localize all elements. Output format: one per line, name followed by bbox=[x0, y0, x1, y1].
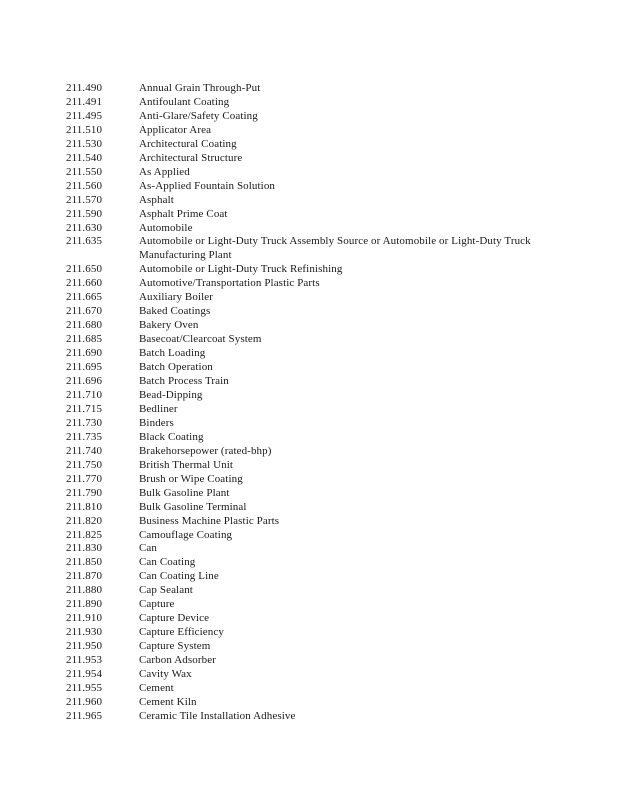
section-number: 211.650 bbox=[66, 263, 103, 276]
list-item bbox=[66, 417, 546, 431]
term-title: Cap Sealant bbox=[139, 584, 193, 597]
list-item bbox=[66, 501, 546, 515]
term-title: Brakehorsepower (rated-bhp) bbox=[139, 444, 272, 457]
term-title: Camouflage Coating bbox=[139, 528, 233, 541]
term-title: Binders bbox=[139, 416, 174, 429]
list-item bbox=[66, 668, 546, 682]
list-item bbox=[66, 222, 546, 236]
term-title: Automobile bbox=[139, 221, 193, 234]
section-number: 211.850 bbox=[66, 556, 103, 569]
list-item bbox=[66, 542, 546, 556]
section-number: 211.635 bbox=[66, 235, 103, 248]
term-title: Auxiliary Boiler bbox=[139, 291, 214, 304]
term-title: Basecoat/Clearcoat System bbox=[139, 333, 262, 346]
section-number: 211.670 bbox=[66, 305, 103, 318]
list-item bbox=[66, 194, 546, 208]
section-number: 211.960 bbox=[66, 695, 103, 708]
term-title: Automotive/Transportation Plastic Parts bbox=[139, 277, 320, 290]
list-item bbox=[66, 682, 546, 696]
term-title: British Thermal Unit bbox=[139, 458, 234, 471]
term-title: Bead-Dipping bbox=[139, 388, 203, 401]
section-number: 211.530 bbox=[66, 137, 103, 150]
list-item bbox=[66, 445, 546, 459]
section-number: 211.740 bbox=[66, 444, 103, 457]
list-item bbox=[66, 208, 546, 222]
term-title: Antifoulant Coating bbox=[139, 95, 230, 108]
section-number: 211.570 bbox=[66, 193, 103, 206]
section-number: 211.790 bbox=[66, 486, 103, 499]
term-title: Cavity Wax bbox=[139, 668, 192, 681]
term-title: Bulk Gasoline Terminal bbox=[139, 500, 247, 513]
section-number: 211.830 bbox=[66, 542, 103, 555]
section-number: 211.825 bbox=[66, 528, 103, 541]
section-number: 211.890 bbox=[66, 598, 103, 611]
term-title: Batch Loading bbox=[139, 347, 206, 360]
definitions-list bbox=[66, 82, 546, 724]
term-title: Black Coating bbox=[139, 430, 204, 443]
term-title: Bakery Oven bbox=[139, 319, 199, 332]
list-item bbox=[66, 459, 546, 473]
list-item bbox=[66, 570, 546, 584]
section-number: 211.490 bbox=[66, 82, 103, 94]
list-item bbox=[66, 263, 546, 277]
section-number: 211.590 bbox=[66, 207, 103, 220]
list-item bbox=[66, 626, 546, 640]
list-item bbox=[66, 291, 546, 305]
list-item bbox=[66, 180, 546, 194]
term-title: Can Coating Line bbox=[139, 570, 219, 583]
section-number: 211.510 bbox=[66, 123, 103, 136]
term-title: Applicator Area bbox=[139, 123, 212, 136]
term-title: Cement bbox=[139, 681, 174, 694]
list-item bbox=[66, 515, 546, 529]
list-item bbox=[66, 640, 546, 654]
list-item bbox=[66, 584, 546, 598]
term-title: Batch Process Train bbox=[139, 375, 229, 388]
section-number: 211.660 bbox=[66, 277, 103, 290]
section-number: 211.955 bbox=[66, 681, 103, 694]
section-number: 211.680 bbox=[66, 319, 103, 332]
list-item bbox=[66, 124, 546, 138]
term-title: Batch Operation bbox=[139, 361, 213, 374]
section-number: 211.491 bbox=[66, 95, 103, 108]
list-item bbox=[66, 696, 546, 710]
list-item bbox=[66, 710, 546, 724]
section-number: 211.770 bbox=[66, 472, 103, 485]
section-number: 211.730 bbox=[66, 416, 103, 429]
section-number: 211.695 bbox=[66, 361, 103, 374]
list-item bbox=[66, 347, 546, 361]
section-number: 211.665 bbox=[66, 291, 103, 304]
section-number: 211.560 bbox=[66, 179, 103, 192]
term-title: Capture System bbox=[139, 640, 211, 653]
term-title: Capture bbox=[139, 598, 175, 611]
section-number: 211.696 bbox=[66, 375, 103, 388]
list-item bbox=[66, 96, 546, 110]
section-number: 211.495 bbox=[66, 109, 103, 122]
list-item bbox=[66, 598, 546, 612]
section-number: 211.685 bbox=[66, 333, 103, 346]
list-item bbox=[66, 654, 546, 668]
term-title: Asphalt bbox=[139, 193, 174, 206]
term-title: Annual Grain Through-Put bbox=[139, 82, 261, 94]
list-item bbox=[66, 403, 546, 417]
list-item bbox=[66, 375, 546, 389]
term-title: Architectural Structure bbox=[139, 151, 243, 164]
list-item bbox=[66, 166, 546, 180]
term-title: As Applied bbox=[139, 165, 190, 178]
section-number: 211.965 bbox=[66, 709, 103, 722]
list-item bbox=[66, 487, 546, 501]
list-item bbox=[66, 389, 546, 403]
term-title: Baked Coatings bbox=[139, 305, 211, 318]
term-title: Architectural Coating bbox=[139, 137, 237, 150]
section-number: 211.910 bbox=[66, 612, 103, 625]
list-item bbox=[66, 82, 546, 96]
term-title: As-Applied Fountain Solution bbox=[139, 179, 276, 192]
list-item bbox=[66, 431, 546, 445]
list-item bbox=[66, 333, 546, 347]
list-item bbox=[66, 612, 546, 626]
section-number: 211.735 bbox=[66, 430, 103, 443]
list-item bbox=[66, 319, 546, 333]
list-item bbox=[66, 235, 546, 263]
section-number: 211.710 bbox=[66, 388, 103, 401]
term-title: Capture Device bbox=[139, 612, 210, 625]
section-number: 211.690 bbox=[66, 347, 103, 360]
list-item bbox=[66, 556, 546, 570]
term-title: Automobile or Light-Duty Truck Assembly Source or Automobile or Light-Duty Truck Manufacturing Plant bbox=[139, 235, 531, 262]
section-number: 211.880 bbox=[66, 584, 103, 597]
section-number: 211.820 bbox=[66, 514, 103, 527]
list-item bbox=[66, 138, 546, 152]
term-title: Capture Efficiency bbox=[139, 626, 224, 639]
term-title: Can bbox=[139, 542, 158, 555]
term-title: Brush or Wipe Coating bbox=[139, 472, 243, 485]
list-item bbox=[66, 529, 546, 543]
list-item bbox=[66, 305, 546, 319]
section-number: 211.950 bbox=[66, 640, 103, 653]
section-number: 211.715 bbox=[66, 402, 103, 415]
section-number: 211.550 bbox=[66, 165, 103, 178]
list-item bbox=[66, 473, 546, 487]
term-title: Ceramic Tile Installation Adhesive bbox=[139, 709, 296, 722]
section-number: 211.930 bbox=[66, 626, 103, 639]
section-number: 211.870 bbox=[66, 570, 103, 583]
section-number: 211.630 bbox=[66, 221, 103, 234]
list-item bbox=[66, 152, 546, 166]
term-title: Business Machine Plastic Parts bbox=[139, 514, 280, 527]
section-number: 211.750 bbox=[66, 458, 103, 471]
term-title: Bulk Gasoline Plant bbox=[139, 486, 230, 499]
term-title: Carbon Adsorber bbox=[139, 654, 216, 667]
section-number: 211.954 bbox=[66, 668, 103, 681]
term-title: Automobile or Light-Duty Truck Refinishing bbox=[139, 263, 343, 276]
list-item bbox=[66, 110, 546, 124]
term-title: Anti-Glare/Safety Coating bbox=[139, 109, 258, 122]
list-item bbox=[66, 361, 546, 375]
section-number: 211.540 bbox=[66, 151, 103, 164]
term-title: Asphalt Prime Coat bbox=[139, 207, 228, 220]
term-title: Cement Kiln bbox=[139, 695, 197, 708]
term-title: Can Coating bbox=[139, 556, 196, 569]
list-item bbox=[66, 277, 546, 291]
term-title: Bedliner bbox=[139, 402, 178, 415]
section-number: 211.953 bbox=[66, 654, 103, 667]
section-number: 211.810 bbox=[66, 500, 103, 513]
